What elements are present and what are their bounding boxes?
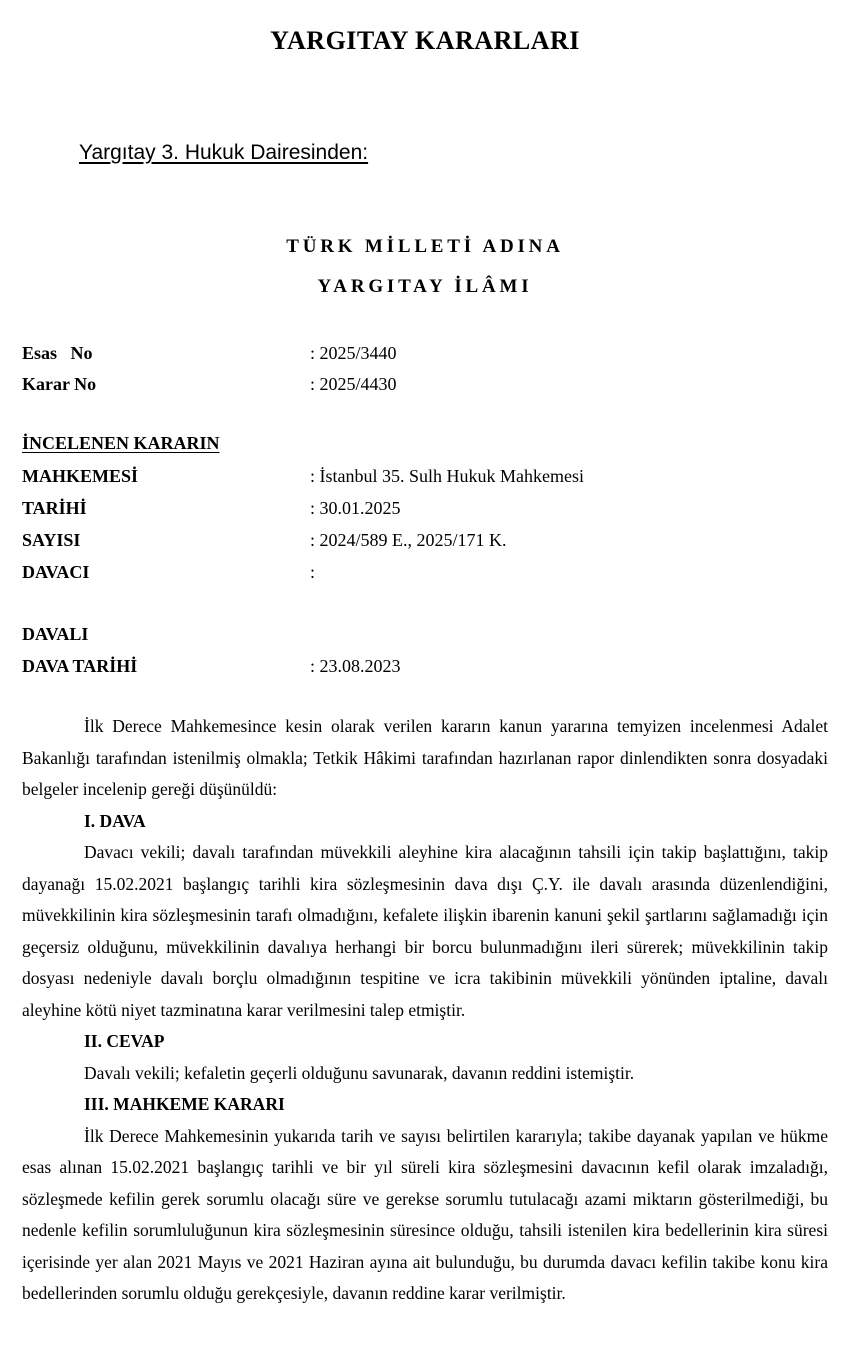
section-text-dava: Davacı vekili; davalı tarafından müvekkili aleyhine kira alacağının tahsili için takip başlattığını, takip dayanağı 15.02.2021 başlangıç tarihli kira sözleşmesinin dava dışı Ç.Y. ile davalı arasında düzenlendiğini, müvekkilinin kira sözleşmesinin tarafı olmadığını, kefalete ilişkin ibarenin kanuni şekil şartlarını sağlamadığı için geçersiz olduğunu, müvekkilinin davalıya herhangi bir borcu bulunmadığını ileri sürerek; müvekkilinin takip dosyası nedeniyle davalı borçlu olmadığının tespitine ve icra takibinin müvekkili yönünden iptaline, davalı aleyhine kötü niyet tazminatına karar verilmesini talep etmiştir. bbox=[22, 842, 828, 1020]
esas-no-value: : 2025/3440 bbox=[310, 343, 397, 363]
section-heading-cevap: II. CEVAP bbox=[84, 1031, 165, 1051]
section-text-cevap: Davalı vekili; kefaletin geçerli olduğunu savunarak, davanın reddini istemiştir. bbox=[84, 1062, 635, 1083]
number-row bbox=[22, 530, 507, 551]
decision-body bbox=[22, 711, 828, 1310]
number-label: SAYISI bbox=[22, 530, 81, 550]
ilam-heading: YARGITAY İLÂMI bbox=[317, 276, 533, 297]
date-row bbox=[22, 498, 401, 519]
court-row bbox=[22, 466, 584, 487]
esas-no-row bbox=[22, 343, 397, 364]
plaintiff-label: DAVACI bbox=[22, 562, 90, 582]
intro-paragraph: İlk Derece Mahkemesince kesin olarak verilen kararın kanun yararına temyizen incelenmesi Adalet Bakanlığı tarafından istenilmiş olmakla; Tetkik Hâkimi tarafından hazırlanan rapor dinlendikten sonra dosyadaki belgeler incelenip gereği düşünüldü: bbox=[22, 716, 828, 799]
plaintiff-value: : bbox=[310, 562, 316, 582]
court-value: : İstanbul 35. Sulh Hukuk Mahkemesi bbox=[310, 466, 584, 486]
defendant-label: DAVALI bbox=[22, 624, 89, 644]
section-heading-dava: I. DAVA bbox=[84, 810, 146, 831]
section-text-mahkeme-karari: İlk Derece Mahkemesinin yukarıda tarih ve sayısı belirtilen kararıyla; takibe dayanak yapılan ve hükme esas alınan 15.02.2021 başlangıç tarihli ve bir yıl süreli kira sözleşmesini davacının kefil olarak imzaladığı, sözleşmede kefilin gerek sorumlu olacağı süre ve gerekse sorumlu tutulacağı azami miktarın gösterilmediği, bu nedenle kefilin sorumluluğunun kira sözleşmesinin süresince olduğu, tahsili istenilen kira bedellerinin kira süresi içerisinde yer alan 2021 Mayıs ve 2021 Haziran ayına ait bulunduğu, bu durumda davacı kefilin takibe konu kira bedellerinden sorumlu olduğu gerekçesiyle, davanın reddine karar verilmiştir. bbox=[22, 1125, 828, 1303]
date-value: : 30.01.2025 bbox=[310, 498, 401, 518]
defendant-row bbox=[22, 624, 310, 645]
esas-no-label: Esas No bbox=[22, 343, 93, 363]
chamber-heading: Yargıtay 3. Hukuk Dairesinden: bbox=[79, 141, 369, 164]
page-title: YARGITAY KARARLARI bbox=[270, 26, 580, 55]
karar-no-label: Karar No bbox=[22, 374, 97, 394]
date-label: TARİHİ bbox=[22, 498, 87, 518]
court-label: MAHKEMESİ bbox=[22, 466, 139, 486]
nation-heading: TÜRK MİLLETİ ADINA bbox=[286, 236, 564, 257]
case-date-row bbox=[22, 656, 401, 677]
reviewed-decision-heading: İNCELENEN KARARIN bbox=[22, 433, 220, 453]
karar-no-row bbox=[22, 374, 397, 395]
plaintiff-row bbox=[22, 562, 315, 583]
case-date-label: DAVA TARİHİ bbox=[22, 656, 138, 676]
karar-no-value: : 2025/4430 bbox=[310, 374, 397, 394]
number-value: : 2024/589 E., 2025/171 K. bbox=[310, 530, 507, 550]
section-heading-mahkeme-karari: III. MAHKEME KARARI bbox=[84, 1094, 285, 1114]
case-date-value: : 23.08.2023 bbox=[310, 656, 401, 676]
